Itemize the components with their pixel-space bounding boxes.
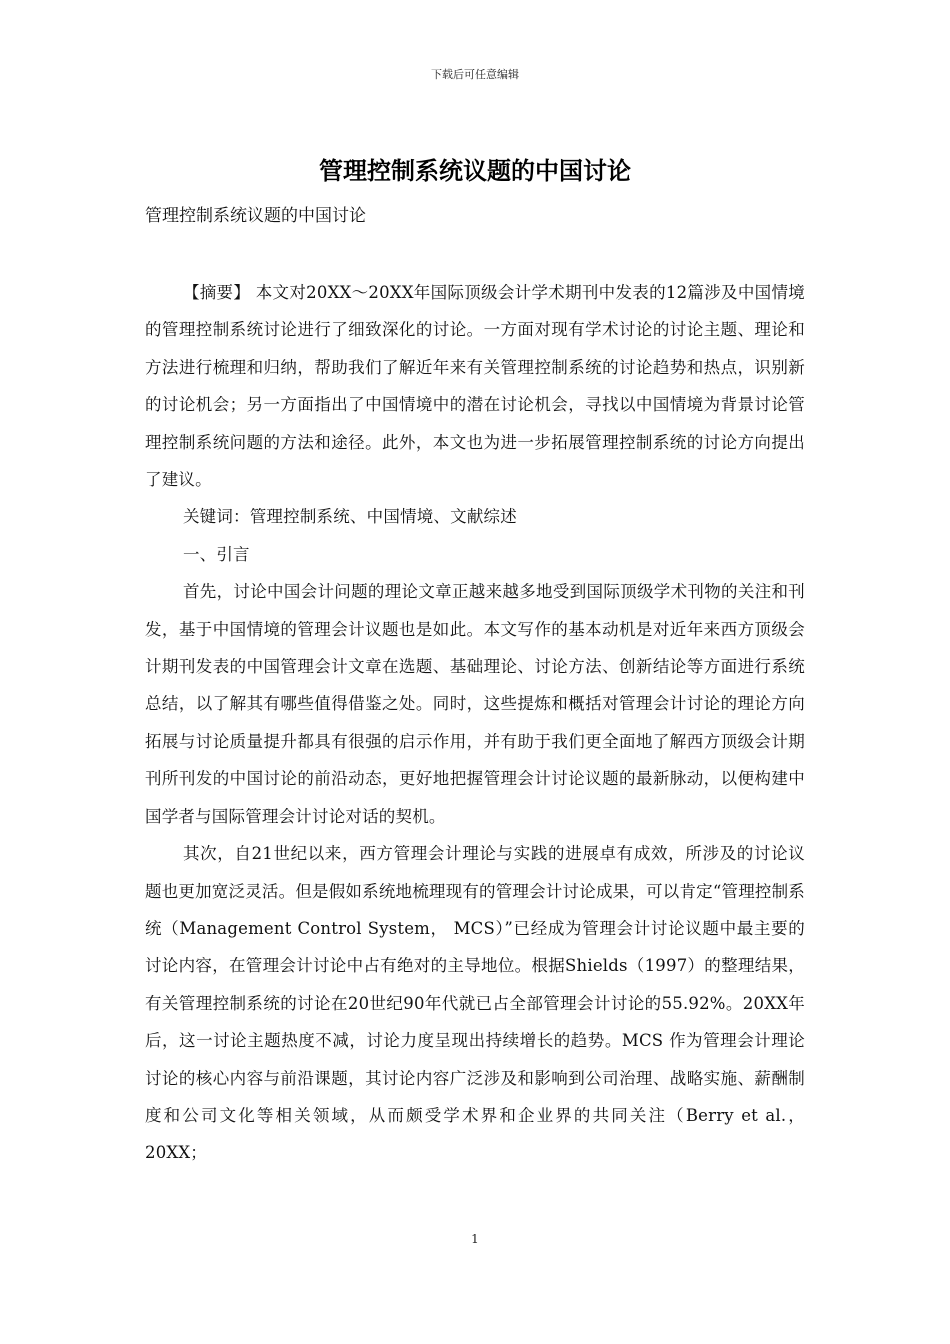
paragraph-2: 其次，自21世纪以来，西方管理会计理论与实践的进展卓有成效，所涉及的讨论议题也更加宽泛灵活。但是假如系统地梳理现有的管理会计讨论成果，可以肯定“管理控制系统（Management Control System， MCS）”已经成为管理会计讨论议题中最主要的讨论内容，在管理会计讨论中占有绝对的主导地位。根据Shields（1997）的整理结果，有关管理控制系统的讨论在20世纪90年代就已占全部管理会计讨论的55.92%。20XX年后，这一讨论主题热度不减，讨论力度呈现出持续增长的趋势。MCS 作为管理会计理论讨论的核心内容与前沿课题，其讨论内容广泛涉及和影响到公司治理、战略实施、薪酬制度和公司文化等相关领域，从而颇受学术界和企业界的共同关注（Berry et al.， 20XX； (145, 844, 805, 1163)
abstract-label: 【摘要】 (182, 283, 251, 302)
keywords-line: 关键词：管理控制系统、中国情境、文献综述 (182, 507, 517, 527)
paragraph-1: 首先，讨论中国会计问题的理论文章正越来越多地受到国际顶级学术刊物的关注和刊发，基于中国情境的管理会计议题也是如此。本文写作的基本动机是对近年来西方顶级会计期刊发表的中国管理会计文章在选题、基础理论、讨论方法、创新结论等方面进行系统总结，以了解其有哪些值得借鉴之处。同时，这些提炼和概括对管理会计讨论的理论方向拓展与讨论质量提升都具有很强的启示作用，并有助于我们更全面地了解西方顶级会计期刊所刊发的中国讨论的前沿动态，更好地把握管理会计讨论议题的最新脉动，以便构建中国学者与国际管理会计讨论对话的契机。 (145, 582, 805, 826)
document-subtitle: 管理控制系统议题的中国讨论 (145, 206, 366, 226)
abstract-paragraph (145, 274, 805, 498)
page-number: 1 (471, 1232, 479, 1246)
document-body (145, 274, 805, 1172)
section-heading: 一、引言 (182, 544, 250, 564)
document-title: 管理控制系统议题的中国讨论 (319, 157, 631, 185)
abstract-text: 本文对20XX～20XX年国际顶级会计学术期刊中发表的12篇涉及中国情境的管理控制系统讨论进行了细致深化的讨论。一方面对现有学术讨论的讨论主题、理论和方法进行梳理和归纳，帮助我们了解近年来有关管理控制系统的讨论趋势和热点，识别新的讨论机会；另一方面指出了中国情境中的潜在讨论机会，寻找以中国情境为背景讨论管理控制系统问题的方法和途径。此外，本文也为进一步拓展管理控制系统的讨论方向提出了建议。 (145, 283, 805, 490)
header-note: 下载后可任意编辑 (431, 68, 519, 81)
